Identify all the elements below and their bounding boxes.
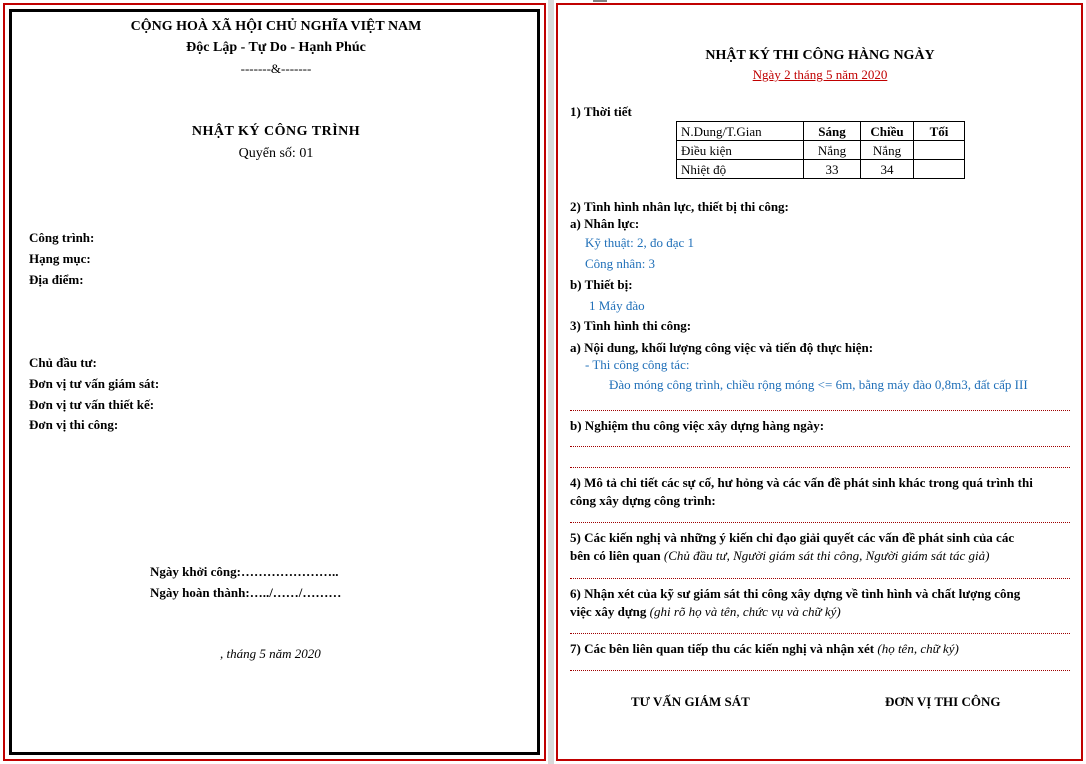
supervisor-review-text: việc xây dựng [570,604,647,619]
fill-line [570,410,1070,411]
volume-number: Quyển số: 01 [238,146,314,161]
labor-workers: Công nhân: 3 [585,256,656,271]
field-item: Hạng mục: [29,251,91,266]
acknowledgement-text: 7) Các bên liên quan tiếp thu các kiến nghị và nhận xét [570,641,875,656]
subsection-equipment: b) Thiết bị: [570,277,633,292]
page-gutter [548,0,554,764]
section-supervisor-review: 6) Nhận xét của kỹ sư giám sát thi công xây dựng về tình hình và chất lượng công [570,586,1021,601]
subsection-work-content: a) Nội dung, khối lượng công việc và tiến độ thực hiện: [570,340,874,355]
fill-line [570,670,1070,671]
section-recommendations-cont [570,548,989,564]
recommendations-text: bên có liên quan [570,548,661,563]
field-contractor: Đơn vị thi công: [29,417,119,432]
weather-header-cell: Chiều [861,122,914,141]
fill-line [570,522,1070,523]
motto: Độc Lập - Tự Do - Hạnh Phúc [186,40,366,55]
section-weather: 1) Thời tiết [570,104,632,119]
fill-line [570,578,1070,579]
weather-cell: 33 [804,160,861,179]
section-incidents-cont: công xây dựng công trình: [570,493,716,508]
acknowledgement-note: (họ tên, chữ ký) [877,641,959,656]
weather-cell [914,160,965,179]
ornament: -------&------- [240,61,312,76]
diary-date-text: Ngày 2 tháng 5 năm 2020 [752,67,888,82]
weather-row [677,160,965,179]
signature-supervisor: TƯ VẤN GIÁM SÁT [631,694,750,709]
weather-header-cell: N.Dung/T.Gian [677,122,804,141]
signature-contractor: ĐƠN VỊ THI CÔNG [885,694,1001,709]
field-investor: Chủ đầu tư: [29,355,97,370]
work-task-label: - Thi công công tác: [585,357,690,372]
weather-cell: Nắng [861,141,914,160]
weather-cell: Nắng [804,141,861,160]
fill-line [570,446,1070,447]
fill-line [570,633,1070,634]
subsection-acceptance: b) Nghiệm thu công việc xây dựng hàng ngày: [570,418,825,433]
start-date: Ngày khởi công:………………….. [150,564,339,579]
section-recommendations: 5) Các kiến nghị và những ý kiến chỉ đạo giải quyết các vấn đề phát sinh của các [570,530,1015,545]
section-resources: 2) Tình hình nhân lực, thiết bị thi công: [570,199,789,214]
labor-technical: Kỹ thuật: 2, đo đạc 1 [585,235,695,250]
fill-line [570,467,1070,468]
footer-date: , tháng 5 năm 2020 [220,646,321,661]
field-supervisor: Đơn vị tư vấn giám sát: [29,376,160,391]
section-construction: 3) Tình hình thi công: [570,318,692,333]
work-task-detail: Đào móng công trình, chiều rộng móng <= 6m, bằng máy đào 0,8m3, đất cấp III [609,377,1028,392]
field-designer: Đơn vị tư vấn thiết kế: [29,397,155,412]
weather-cell: 34 [861,160,914,179]
section-acknowledgement [570,641,959,657]
weather-table [676,121,965,179]
weather-header-cell: Tối [914,122,965,141]
field-location: Địa điểm: [29,272,84,287]
section-supervisor-review-cont [570,604,841,620]
weather-cell: Điều kiện [677,141,804,160]
field-project: Công trình: [29,230,95,245]
weather-cell [914,141,965,160]
end-date: Ngày hoàn thành:…../……/……… [150,585,342,600]
document-title: NHẬT KÝ CÔNG TRÌNH [191,124,361,139]
ruler-marker [593,0,607,2]
diary-title: NHẬT KÝ THI CÔNG HÀNG NGÀY [705,48,935,63]
subsection-labor: a) Nhân lực: [570,216,640,231]
nation-title: CỘNG HOÀ XÃ HỘI CHỦ NGHĨA VIỆT NAM [130,19,422,34]
equipment-item: 1 Máy đào [589,298,645,313]
section-incidents: 4) Mô tả chi tiết các sự cố, hư hỏng và các vấn đề phát sinh khác trong quá trình thi [570,475,1033,490]
weather-header-row [677,122,965,141]
weather-row [677,141,965,160]
weather-cell: Nhiệt độ [677,160,804,179]
recommendations-note: (Chủ đầu tư, Người giám sát thi công, Người giám sát tác giả) [663,548,990,563]
weather-header-cell: Sáng [804,122,861,141]
diary-date [560,67,1080,83]
supervisor-review-note: (ghi rõ họ và tên, chức vụ và chữ ký) [649,604,841,619]
